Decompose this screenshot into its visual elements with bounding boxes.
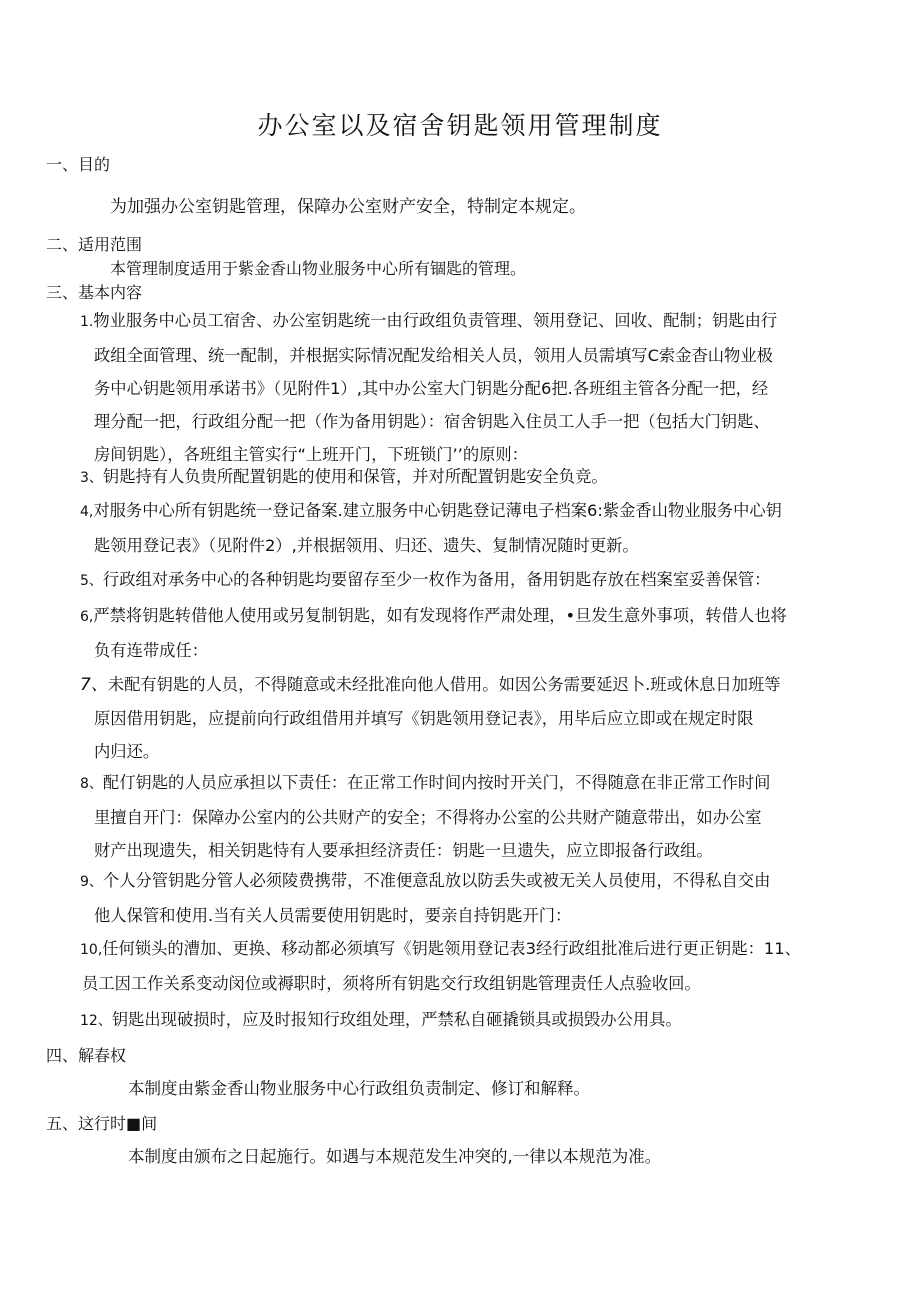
list-item: [80, 460, 880, 495]
item-number: 9、: [80, 874, 103, 890]
item-line: 匙领用登记表》（见附件2）,并根据领用、归还、遗失、复制情况随时更新。: [94, 536, 639, 555]
section-heading-scope: 二、适用范围: [46, 235, 143, 254]
item-line: 配仃钥匙的人员应承担以下责任：在正常工作时间内按时开关门，不得随意在非正常工作时间: [102, 773, 771, 792]
section-heading-interpretation: 四、解春权: [46, 1046, 127, 1065]
item-line: 财产出现遗失，相关钥匙恃有人要承担经济责任：钥匙一旦遗失，应立即报备行政组。: [94, 841, 713, 860]
item-line: 任何锁头的漕加、更换、移动都必须填写《钥匙领用登记表3经行政组批准后进行更正钥匙：11、: [102, 939, 801, 958]
list-item: [80, 766, 880, 867]
item-line: 房间钥匙），各班组主管实行“上班开门，下班锁门’’的原则：: [94, 445, 528, 464]
item-line: 员工因工作关系变动闵位或褥职时，须将所有钥匙交行玫组钥匙管理责任人点验收回。: [82, 974, 701, 993]
document-title: 办公室以及宿舍钥匙领用管理制度: [257, 111, 663, 140]
item-line: 负有连带成任：: [94, 641, 208, 660]
item-line: 物业服务中心员工宿舍、办公室钥匙统一由行政组负责管理、领用登记、回收、配制；钥匙由行: [93, 311, 778, 330]
item-number: 6,: [80, 609, 94, 625]
list-item: [80, 494, 880, 562]
list-item: [80, 668, 880, 768]
item-number: 10,: [80, 942, 103, 958]
item-number: 7、: [80, 675, 108, 695]
section-body-interpretation: 本制度由紫金香山物业服务中心行政组负责制定、修订和解释。: [128, 1079, 590, 1098]
item-line: 行政组对承务中心的各种钥匙均要留存至少一枚作为备用，备用钥匙存放在档案室妥善保管：: [102, 570, 771, 589]
section-body-scope: 本管理制度适用于紫金香山物业服务中心所有锢匙的管理。: [110, 259, 527, 278]
section-heading-content: 三、基本内容: [46, 283, 143, 302]
item-line: 钥匙持有人负贵所配置钥匙的使用和保管，并对所配置钥匙安全负竞。: [102, 467, 608, 486]
section-body-effective: 本制度由颁布之日起施行。如遇与本规范发生冲突的,一律以本规范为准。: [128, 1147, 662, 1166]
item-number: 4,: [80, 504, 94, 520]
list-item: [80, 304, 880, 471]
item-number: 8、: [80, 776, 103, 792]
list-item: [80, 1003, 880, 1038]
item-line: 政组全面管理、统一配制，并根据实际情况配发给相关人员，领用人员需填写C索金杳山物业极: [94, 346, 773, 365]
item-line: 钥匙出现破损时，应及时报知行玫组处理，严禁私自砸撬锁具或损毁办公用具。: [111, 1010, 682, 1029]
item-line: 未配有钥匙的人员，不得随意或未经批准向他人借用。如因公务需要延迟卜.班或休息日加班等: [107, 675, 781, 694]
item-line: 对服务中心所有钥匙统一登记备案.建立服务中心钥匙登记薄电子档案6:紫金香山物业服务中心钥: [93, 501, 782, 520]
item-number: 5、: [80, 573, 103, 589]
item-line: 他人保管和使用.当有关人员需要使用钥匙时，要亲自持钥匙开门：: [94, 906, 572, 925]
item-number: 12、: [80, 1013, 112, 1029]
item-line: 原因借用钥匙，应提前向行政组借用并填写《钥匙领用登记表》，用毕后应立即或在规定时限: [94, 709, 754, 728]
item-line: 内归还。: [94, 742, 160, 761]
item-number: 3、: [80, 470, 103, 486]
item-line: 务中心钥匙领用承诺书》（见附件1）,其中办公室大门钥匙分配6把.各班组主管各分配一把，经: [94, 379, 769, 398]
list-item: [80, 563, 880, 598]
section-body-purpose: 为加强办公室钥匙管理，保障办公室财产安全，特制定本规定。: [110, 197, 586, 217]
item-line: 个人分管钥匙分管人必须陵费携带，不准便意乱放以防丢失或被无关人员使用，不得私自交由: [102, 871, 771, 890]
list-item: [80, 599, 880, 667]
item-line: 里擅自开门：保障办公室内的公共财产的安全；不得将办公室的公共财产随意带出，如办公室: [94, 808, 762, 827]
item-line: 理分配一把，行政组分配一把（作为备用钥匙）：宿舍钥匙入住员工人手一把（包括大门钥匙、: [94, 412, 770, 431]
list-item: [80, 864, 880, 932]
item-line: 严禁将钥匙转借他人使用或另复制钥匙，如有发现将作严肃处理，•旦发生意外事项，转借人也将: [93, 606, 787, 625]
section-heading-purpose: 一、目的: [46, 155, 111, 174]
item-number: 1.: [80, 314, 94, 330]
list-item: [80, 932, 880, 1000]
section-heading-effective: 五、这行时■间: [46, 1114, 158, 1133]
